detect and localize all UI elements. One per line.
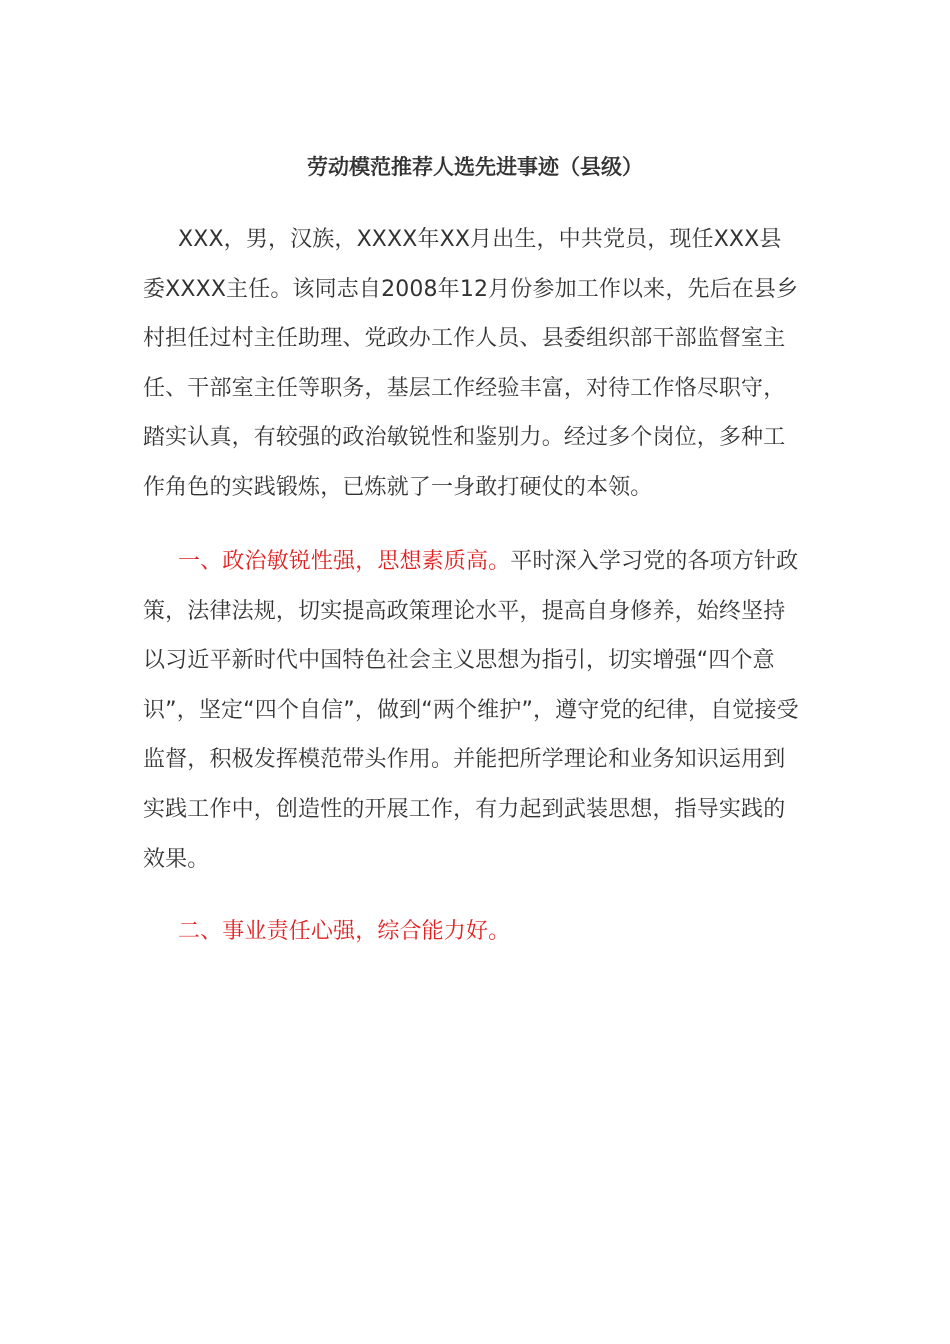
section-2-heading: 二、事业责任心强，综合能力好。 [178,919,511,944]
section-1-paragraph [143,537,803,884]
section-2-paragraph [143,907,803,957]
section-1-text: 平时深入学习党的各项方针政策，法律法规，切实提高政策理论水平，提高自身修养，始终坚持以习近平新时代中国特色社会主义思想为指引，切实增强“四个意识”，坚定“四个自信”，做到“两个维护”，遵守党的纪律，自觉接受监督，积极发挥模范带头作用。并能把所学理论和业务知识运用到实践工作中，创造性的开展工作，有力起到武装思想，指导实践的效果。 [143,549,799,872]
section-1-heading: 一、政治敏锐性强，思想素质高。 [178,549,511,574]
document-title: 劳动模范推荐人选先进事迹（县级） [307,155,643,179]
intro-paragraph: XXX，男，汉族，XXXX年XX月出生，中共党员，现任XXX县委XXXX主任。该同志自2008年12月份参加工作以来，先后在县乡村担任过村主任助理、党政办工作人员、县委组织部干部监督室主任、干部室主任等职务，基层工作经验丰富，对待工作恪尽职守，踏实认真，有较强的政治敏锐性和鉴别力。经过多个岗位，多种工作角色的实践锻炼，已炼就了一身敢打硬仗的本领。 [143,227,799,500]
